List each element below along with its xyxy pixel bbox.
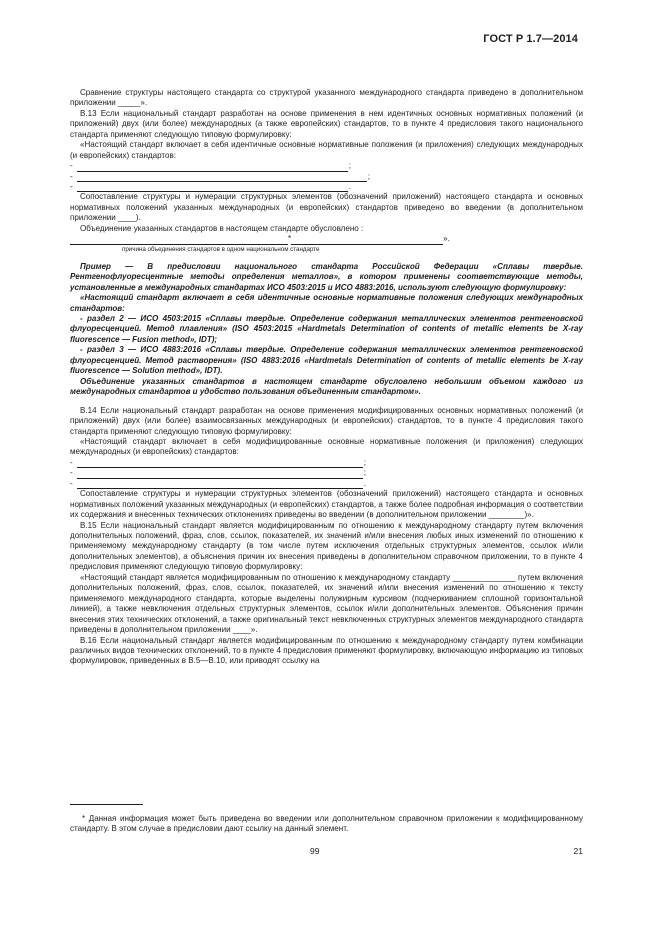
footnote: * Данная информация может быть приведена во введении или дополнительном справочном приложении к модифицированному стандарту. В этом случае в предисловии дают ссылку на данный элемент. [70, 814, 583, 834]
paragraph: «Настоящий стандарт включает в себя идентичные основные нормативные положения (и приложения) следующих международных (и европейских) стандартов: [70, 140, 583, 160]
blank-line-item: - ; [70, 457, 366, 467]
page-number-center: 99 [310, 846, 320, 856]
paragraph: Сопоставление структуры и нумерации структурных элементов (обозначений приложений) настоящего стандарта и основных нормативных положений указанных международных (и европейских) стандартов, а также более подробная информация о соответствии их содержания и внесенных технических отклонениях приведены во введении (в дополнительном приложении ________)». [70, 489, 583, 520]
blank-line [77, 460, 363, 469]
paragraph: Сопоставление структуры и нумерации структурных элементов (обозначений приложений) настоящего стандарта и основных нормативных положений указанных международных (и европейских) стандартов приведено во введении (в дополнительном приложении ____). [70, 192, 583, 223]
document-header: ГОСТ Р 1.7—2014 [483, 33, 578, 45]
example-paragraph: Пример — В предисловии национального стандарта Российской Федерации «Сплавы твердые. Рентгенофлуоресцентные методы определения металлов», в котором применены соответствующие методы, установленные в международных стандартах ИСО 4503:2015 и ИСО 4883:2016, используют следующую формулировку: [70, 261, 583, 292]
blank-line-item: - . [70, 182, 351, 192]
paragraph: Объединение указанных стандартов в настоящем стандарте обусловлено : [80, 223, 364, 233]
paragraph-b15: В.15 Если национальный стандарт является модифицированным по отношению к международному стандарту путем включения дополнительных положений, фраз, слов, ссылок, показателей, их значений и/или внесения любых иных изменений по отношению к применяемому международному стандарту (в том числе путем исключения отдельных структурных элементов, ссылок и/или дополнительных элементов), а объяснения причин их внесения приведены в дополнительном справочном приложении, то в пункте 4 предисловия применяют следующую типовую формулировку: [70, 520, 583, 572]
blank-caption: причина объединения стандартов в одном национальном стандарте [122, 245, 320, 253]
example-paragraph: - раздел 3 — ИСО 4883:2016 «Сплавы твердые. Определение содержания металлических элементов рентгеновской флуоресценцией. Метод растворения» (ISO 4883:2016 «Hardmetals Determination of contents of metallic elements be X-ray fluorescence — Solution method», IDT). [70, 345, 583, 376]
example-paragraph: Объединение указанных стандартов в настоящем стандарте обусловлено небольшим объемом каждого из международных стандартов и удобство пользования объединенным стандартом». [70, 376, 583, 397]
blank-line [77, 184, 348, 193]
blank-line-item: - ; [70, 468, 366, 478]
blank-line-item: - ; [70, 161, 351, 171]
footnote-marker: * [288, 234, 292, 244]
blank-line [291, 236, 443, 245]
blank-list-1 [70, 161, 583, 192]
paragraph: «Настоящий стандарт включает в себя модифицированные основные нормативные положения (и приложения) следующих международных (и европейских) стандартов: [70, 436, 583, 457]
blank-line-item: - . [70, 478, 366, 488]
blank-reason-line: * ». [70, 234, 583, 244]
paragraph-b13: В.13 Если национальный стандарт разработан на основе применения в нем идентичных основных нормативных положений (и приложений) двух (или более) международных (а также европейских) стандартов, то в пункте 4 предисловия такого национального стандарта применяют следующую типовую формулировку: [70, 108, 583, 139]
page-number: 21 [573, 846, 583, 856]
example-paragraph: - раздел 2 — ИСО 4503:2015 «Сплавы твердые. Определение содержания металлических элементов рентгеновской флуоресценцией. Метод плавления» (ISO 4503:2015 «Hardmetals Determination of contents of metallic elements be X-ray fluorescence — Fusion method», IDT); [70, 314, 583, 344]
blank-line [77, 481, 363, 490]
paragraph: Сравнение структуры настоящего стандарта со структурой указанного международного стандарта приведено в дополнительном приложении _____». [70, 88, 583, 108]
blank-list-2 [70, 458, 583, 489]
blank-line [70, 236, 288, 245]
paragraph: «Настоящий стандарт является модифицированным по отношению к международному стандарту ______________ путем включения дополнительных положений, фраз, слов, ссылок, показателей, их значений и/или внесения изменений по отношению к тексту применяемого международного стандарта, которые выделены полужирным курсивом (подчеркиванием сплошной горизонтальной линией), а также невключения отдельных структурных элементов, ссылок и/или дополнительных элементов. Объяснения причин внесения этих технических отклонений, а также оригинальный текст невключенных структурных элементов международного стандарта приведены в дополнительном приложении ____». [70, 572, 583, 635]
blank-line [77, 174, 367, 183]
blank-line-item: - ; [70, 171, 370, 181]
blank-line [77, 470, 363, 479]
paragraph-b16: В.16 Если национальный стандарт является модифицированным по отношению к международному стандарту путем комбинации различных видов технических отклонений, то в пункте 4 предисловия применяют формулировку, включающую информацию из типовых формулировок, приведенных в В.5—В.10, или приводят ссылку на [70, 635, 583, 666]
page-body [70, 88, 583, 667]
paragraph-b14: В.14 Если национальный стандарт разработан на основе применения модифицированных основных нормативных положений (и приложений) двух (или более) взаимосвязанных международных (и европейских) стандартов, то в пункте 4 предисловия такого стандарта применяют следующую типовую формулировку: [70, 405, 583, 436]
example-paragraph: «Настоящий стандарт включает в себя идентичные основные нормативные положения следующих международных стандартов: [70, 293, 583, 313]
blank-line [77, 163, 348, 172]
footnote-separator [70, 804, 143, 805]
